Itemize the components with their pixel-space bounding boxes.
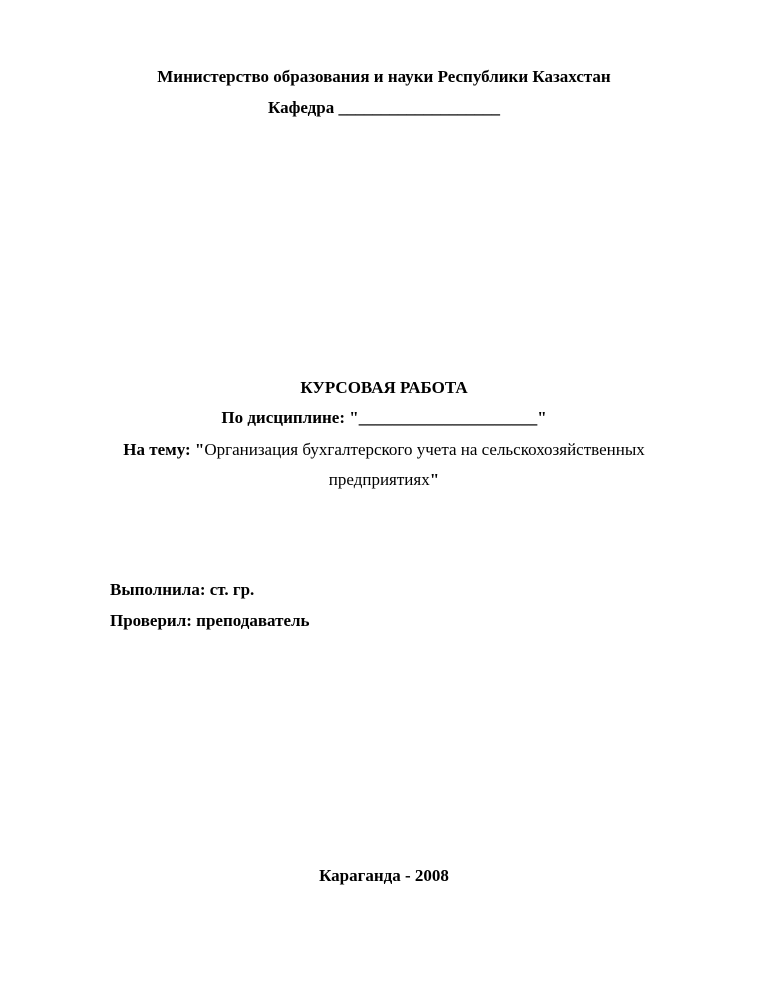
work-type-title: КУРСОВАЯ РАБОТА	[300, 378, 468, 397]
performer-line: Выполнила: ст. гр.	[110, 580, 255, 599]
discipline-value: "_____________________"	[349, 408, 547, 427]
topic-text-line-1: Организация бухгалтерского учета на сельскохозяйственных	[204, 440, 645, 459]
department-blank: ___________________	[338, 98, 500, 117]
city-year: Караганда - 2008	[319, 866, 449, 885]
topic-open-quote: "	[194, 440, 205, 459]
department-label: Кафедра	[268, 98, 335, 117]
topic-line-2	[0, 470, 768, 490]
topic-label: На тему:	[123, 440, 191, 459]
discipline-line	[0, 408, 768, 428]
topic-line-1	[0, 440, 768, 460]
checker-line: Проверил: преподаватель	[110, 611, 310, 630]
ministry-heading: Министерство образования и науки Республики Казахстан	[157, 67, 611, 86]
department-line	[0, 98, 768, 118]
discipline-label: По дисциплине:	[221, 408, 345, 427]
topic-close-quote: "	[429, 470, 440, 489]
topic-text-line-2: предприятиях	[328, 470, 430, 489]
